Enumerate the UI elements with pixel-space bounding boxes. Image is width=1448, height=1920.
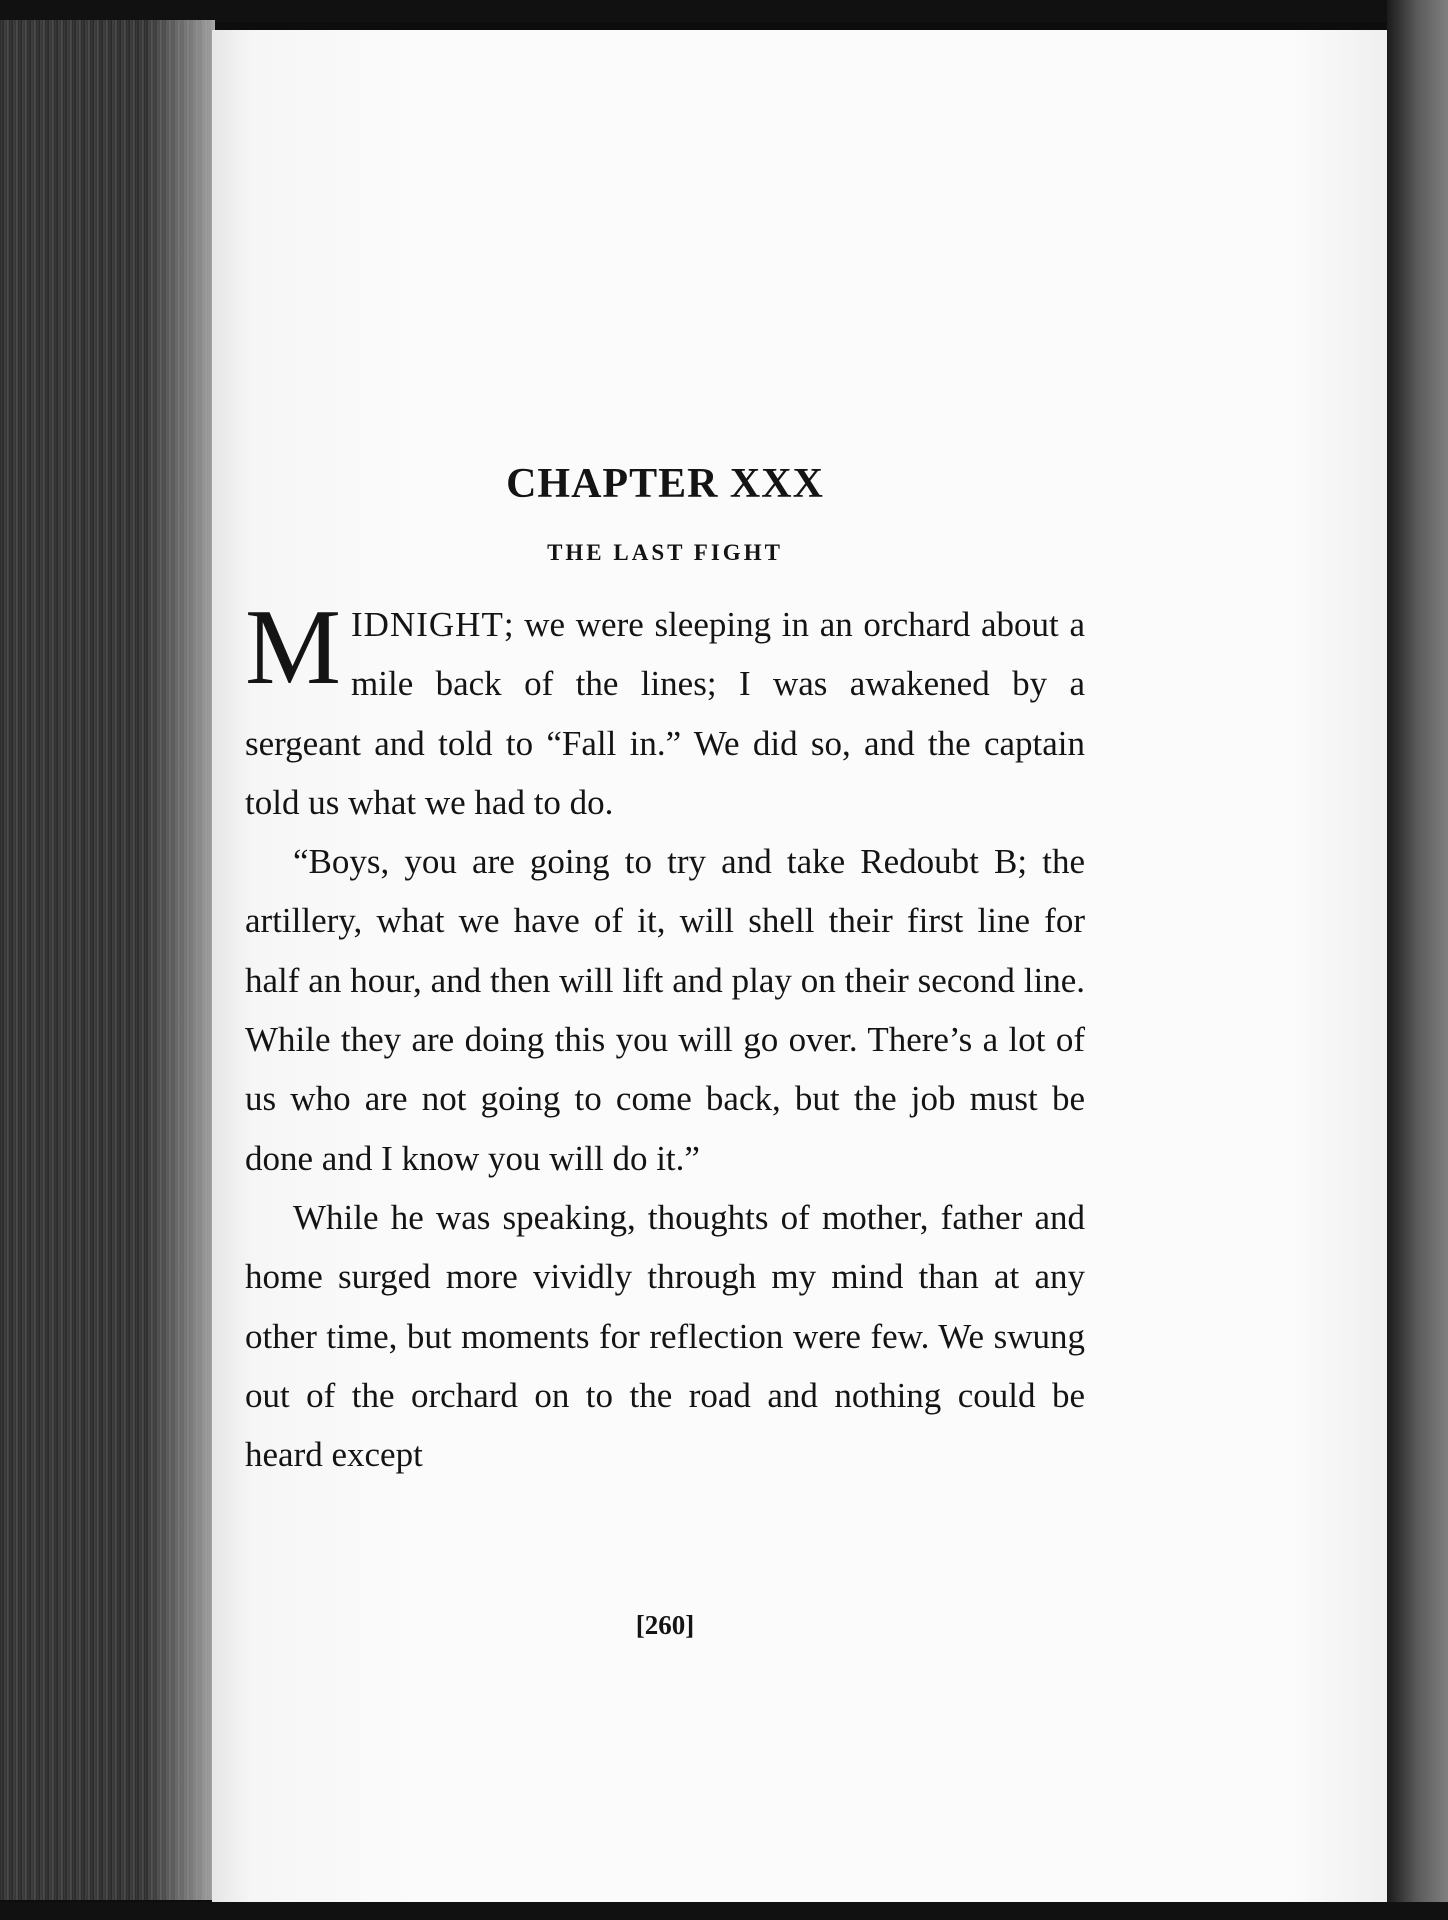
page-edges (0, 20, 215, 1900)
paragraph-3: While he was speaking, thoughts of mother, father and home surged more vividly through my mind than at any other time, but moments for reflection were few. We swung out of the orchard on to the road and nothing could be heard except (245, 1197, 1085, 1475)
paragraph-2: “Boys, you are going to try and take Redoubt B; the artillery, what we have of it, will shell their first line for half an hour, and then will lift and play on their second line. While they are doing this you will go over. There’s a lot of us who are not going to come back, but the job must be done and I know you will do it.” (245, 842, 1085, 1178)
paragraph-1 (245, 588, 1085, 832)
body-text (245, 588, 1085, 1484)
lead-word: IDNIGHT (351, 605, 504, 644)
chapter-subheading: THE LAST FIGHT (547, 540, 783, 565)
scan-border-bottom (0, 1902, 1448, 1920)
book-binding (1387, 0, 1448, 1920)
paragraph-1-text: ; we were sleeping in an orchard about a mile back of the lines; I was awakened by a sergeant and told to “Fall in.” We did so, and the captain told us what we had to do. (245, 605, 1085, 822)
chapter-heading: CHAPTER XXX (506, 461, 824, 507)
drop-cap: M (245, 588, 342, 707)
page-number: [260] (635, 1610, 695, 1640)
scan-border-top (0, 0, 1448, 22)
